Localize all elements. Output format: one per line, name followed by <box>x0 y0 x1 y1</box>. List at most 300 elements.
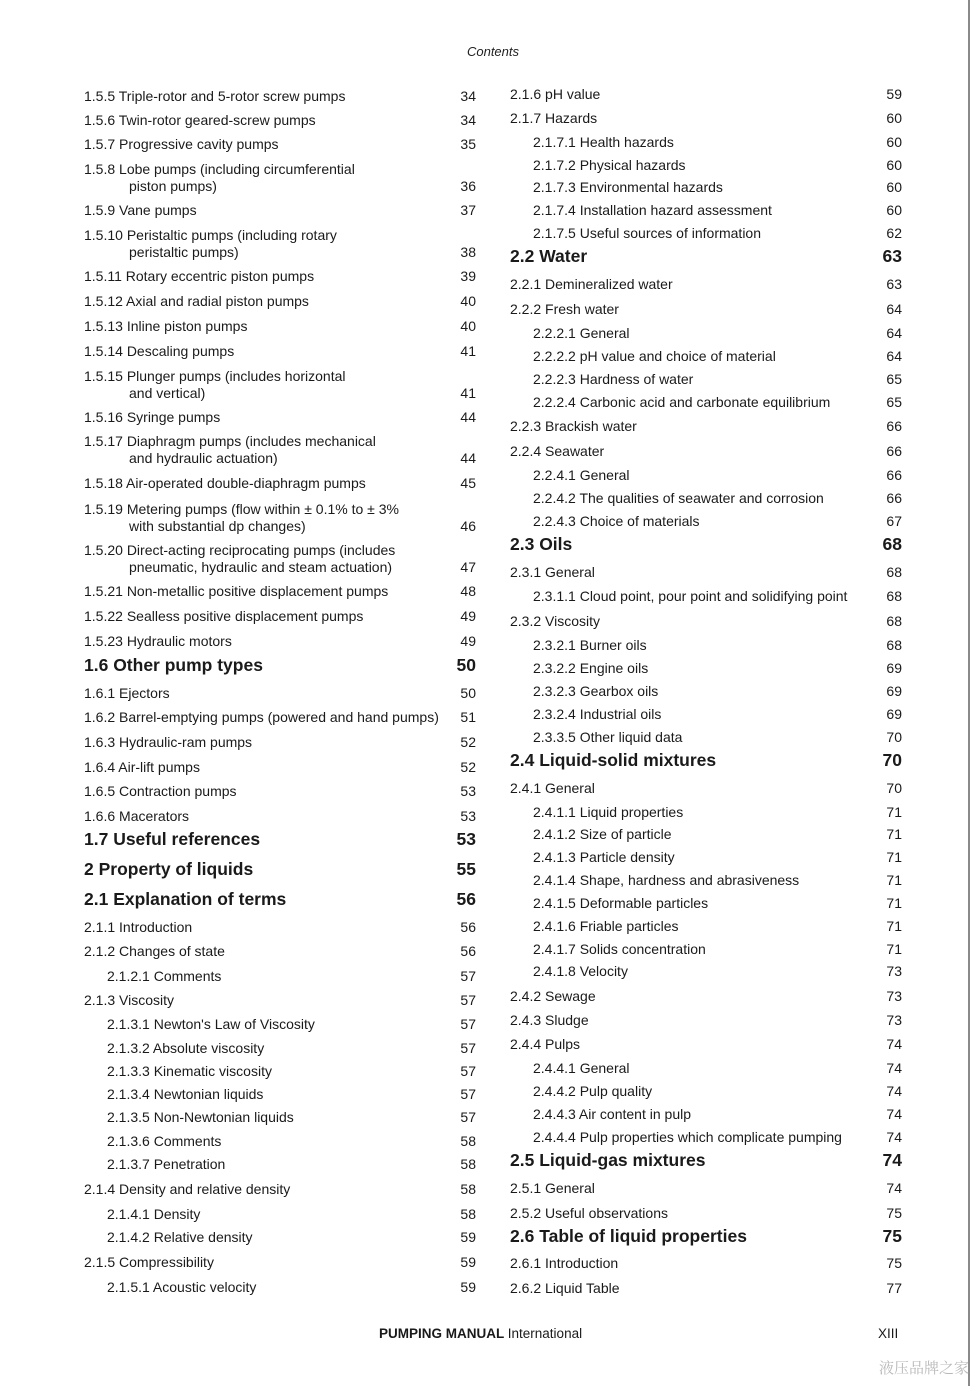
toc-entry-title: 2.1 Explanation of terms <box>84 889 287 909</box>
toc-entry-page-number: 66 <box>886 443 902 459</box>
toc-entry-title: 2.6.1 Introduction <box>510 1255 619 1271</box>
toc-entry-title: 2.3.2.4 Industrial oils <box>533 706 662 722</box>
toc-entry-page-number: 69 <box>886 683 902 699</box>
toc-entry-page-number: 53 <box>460 808 476 824</box>
toc-entry[interactable] <box>510 1280 902 1297</box>
toc-entry[interactable] <box>84 633 476 650</box>
toc-entry-page-number: 63 <box>886 276 902 292</box>
toc-entry[interactable] <box>84 501 476 534</box>
toc-entry-page-number: 70 <box>886 729 902 745</box>
toc-entry-title: 2.4.4.4 Pulp properties which complicate pumping <box>533 1129 842 1145</box>
toc-entry[interactable] <box>84 293 476 310</box>
toc-entry[interactable] <box>510 276 902 293</box>
running-head: Contents <box>466 44 520 59</box>
toc-entry[interactable] <box>84 433 476 466</box>
toc-entry-title: 2.2.2.2 pH value and choice of material <box>533 348 776 364</box>
toc-entry-title: 1.5.10 Peristaltic pumps (including rotary <box>84 227 337 243</box>
toc-entry-page-number: 39 <box>460 268 476 284</box>
toc-entry-title: 2.2.2.1 General <box>533 325 630 341</box>
toc-entry-page-number: 68 <box>886 613 902 629</box>
toc-entry[interactable] <box>84 1086 476 1103</box>
toc-entry[interactable] <box>84 1181 476 1198</box>
toc-entry[interactable] <box>510 348 902 365</box>
toc-entry[interactable] <box>510 1129 902 1146</box>
toc-entry[interactable] <box>510 1255 902 1272</box>
toc-entry-title: 1.5.18 Air-operated double-diaphragm pumps <box>84 475 366 491</box>
toc-entry-title: 2.1.7.1 Health hazards <box>533 134 674 150</box>
toc-entry-page-number: 58 <box>460 1181 476 1197</box>
toc-entry-title: 2.4.1.2 Size of particle <box>533 826 672 842</box>
toc-entry-title: 2.3.1 General <box>510 564 595 580</box>
toc-entry-page-number: 66 <box>886 490 902 506</box>
toc-entry[interactable] <box>510 1205 902 1222</box>
toc-entry-page-number: 62 <box>886 225 902 241</box>
toc-entry-page-number: 52 <box>460 759 476 775</box>
toc-entry-page-number: 34 <box>460 112 476 128</box>
toc-entry-title: 2.1.1 Introduction <box>84 919 193 935</box>
toc-entry-title: 2.2.4.1 General <box>533 467 630 483</box>
toc-entry-page-number: 74 <box>886 1180 902 1196</box>
toc-entry-page-number: 57 <box>460 968 476 984</box>
toc-entry[interactable] <box>510 1060 902 1077</box>
toc-entry[interactable] <box>510 86 902 103</box>
toc-entry-title: 1.5.23 Hydraulic motors <box>84 633 232 649</box>
toc-entry[interactable] <box>84 1063 476 1080</box>
toc-entry-title: 2.4.2 Sewage <box>510 988 596 1004</box>
toc-entry-title: 1.5.11 Rotary eccentric piston pumps <box>84 268 315 284</box>
toc-entry-page-number: 64 <box>886 325 902 341</box>
toc-entry[interactable] <box>510 683 902 700</box>
toc-entry-page-number: 68 <box>886 588 902 604</box>
toc-entry-page-number: 57 <box>460 1040 476 1056</box>
toc-entry-page-number: 68 <box>886 564 902 580</box>
toc-entry-page-number: 36 <box>460 177 476 194</box>
watermark: 液压品牌之家 <box>879 1360 970 1377</box>
toc-entry[interactable] <box>84 734 476 751</box>
toc-entry[interactable] <box>84 136 476 153</box>
toc-entry-page-number: 57 <box>460 1016 476 1032</box>
toc-entry-page-number: 68 <box>886 637 902 653</box>
toc-entry-title: 1.5.17 Diaphragm pumps (includes mechanical <box>84 433 376 449</box>
footer-book-title <box>379 1326 582 1341</box>
toc-entry-title: 2.1.4.1 Density <box>107 1206 201 1222</box>
toc-entry-title: 1.5.21 Non-metallic positive displacement pumps <box>84 583 389 599</box>
toc-entry[interactable] <box>84 1229 476 1246</box>
toc-entry[interactable] <box>510 301 902 318</box>
toc-entry[interactable] <box>510 1106 902 1123</box>
toc-entry-page-number: 71 <box>886 941 902 957</box>
toc-entry[interactable] <box>510 826 902 843</box>
toc-entry[interactable] <box>84 161 476 194</box>
toc-entry-title: 2.1.3.1 Newton's Law of Viscosity <box>107 1016 315 1032</box>
toc-entry-page-number: 70 <box>886 780 902 796</box>
toc-entry[interactable] <box>84 1156 476 1173</box>
toc-entry[interactable] <box>510 941 902 958</box>
toc-entry-title: 2.4.1.4 Shape, hardness and abrasiveness <box>533 872 800 888</box>
toc-entry-page-number: 57 <box>460 1109 476 1125</box>
toc-section-heading[interactable] <box>510 1226 902 1246</box>
toc-entry[interactable] <box>84 1109 476 1126</box>
toc-entry[interactable] <box>510 564 902 581</box>
toc-entry-title: 2.2.4 Seawater <box>510 443 605 459</box>
toc-entry[interactable] <box>84 783 476 800</box>
toc-entry[interactable] <box>510 467 902 484</box>
toc-entry-title: 2 Property of liquids <box>84 859 254 879</box>
toc-entry-title: 2.1.4.2 Relative density <box>107 1229 253 1245</box>
toc-entry-title: 2.4.1.1 Liquid properties <box>533 804 684 820</box>
toc-entry[interactable] <box>510 110 902 127</box>
toc-entry-title: 1.5.15 Plunger pumps (includes horizontal <box>84 368 346 384</box>
toc-entry[interactable] <box>510 443 902 460</box>
toc-entry[interactable] <box>84 608 476 625</box>
toc-entry-page-number: 75 <box>886 1255 902 1271</box>
toc-entry-title: 2.1.3.5 Non-Newtonian liquids <box>107 1109 294 1125</box>
toc-entry-title: 1.6.3 Hydraulic-ram pumps <box>84 734 253 750</box>
toc-entry[interactable] <box>84 968 476 985</box>
toc-entry-title: 1.5.20 Direct-acting reciprocating pumps (includes <box>84 542 396 558</box>
toc-entry[interactable] <box>510 134 902 151</box>
toc-entry[interactable] <box>510 963 902 980</box>
toc-entry-page-number: 55 <box>456 859 476 879</box>
toc-entry[interactable] <box>510 988 902 1005</box>
toc-entry-page-number: 71 <box>886 872 902 888</box>
toc-entry-title: 2.1.3.7 Penetration <box>107 1156 226 1172</box>
footer-book-title-main: PUMPING MANUAL <box>379 1326 505 1341</box>
toc-entry-page-number: 44 <box>460 449 476 466</box>
toc-entry[interactable] <box>510 1180 902 1197</box>
toc-entry-page-number: 73 <box>886 988 902 1004</box>
toc-entry-page-number: 74 <box>886 1129 902 1145</box>
toc-entry-title: 1.6.1 Ejectors <box>84 685 170 701</box>
toc-entry-title: 2.3.2.2 Engine oils <box>533 660 649 676</box>
toc-entry-title: 2.2.2 Fresh water <box>510 301 619 317</box>
toc-entry[interactable] <box>84 685 476 702</box>
toc-entry-title: 2.1.5 Compressibility <box>84 1254 214 1270</box>
toc-entry-page-number: 44 <box>460 409 476 425</box>
toc-entry-title: 2.3 Oils <box>510 534 573 554</box>
toc-entry[interactable] <box>510 225 902 242</box>
toc-entry[interactable] <box>84 343 476 360</box>
toc-entry-title: 2.3.3.5 Other liquid data <box>533 729 683 745</box>
toc-entry-title: 2.2.2.4 Carbonic acid and carbonate equilibrium <box>533 394 831 410</box>
toc-entry-page-number: 74 <box>882 1150 902 1170</box>
toc-entry[interactable] <box>510 706 902 723</box>
toc-entry-page-number: 34 <box>460 88 476 104</box>
toc-entry[interactable] <box>84 992 476 1009</box>
toc-entry[interactable] <box>510 1036 902 1053</box>
toc-entry-page-number: 75 <box>882 1226 902 1246</box>
toc-entry-page-number: 58 <box>460 1156 476 1172</box>
toc-entry-title: 2.4.1.8 Velocity <box>533 963 628 979</box>
toc-entry-page-number: 37 <box>460 202 476 218</box>
toc-entry-title: 1.5.8 Lobe pumps (including circumferential <box>84 161 355 177</box>
toc-entry-page-number: 59 <box>460 1229 476 1245</box>
toc-entry[interactable] <box>510 895 902 912</box>
toc-entry-page-number: 74 <box>886 1060 902 1076</box>
toc-section-heading[interactable] <box>84 655 476 675</box>
toc-entry-title: 2.1.5.1 Acoustic velocity <box>107 1279 257 1295</box>
toc-entry[interactable] <box>510 490 902 507</box>
toc-entry[interactable] <box>84 1133 476 1150</box>
toc-entry[interactable] <box>84 709 476 726</box>
toc-entry[interactable] <box>84 202 476 219</box>
toc-entry-page-number: 74 <box>886 1106 902 1122</box>
toc-entry-title: 2.4.4.3 Air content in pulp <box>533 1106 691 1122</box>
toc-entry-title: 2.3.1.1 Cloud point, pour point and solidifying point <box>533 588 848 604</box>
toc-entry[interactable] <box>510 729 902 746</box>
toc-entry[interactable] <box>510 780 902 797</box>
toc-entry-page-number: 57 <box>460 1086 476 1102</box>
toc-entry-title: 2.1.3.4 Newtonian liquids <box>107 1086 264 1102</box>
toc-entry-title: 2.1.2.1 Comments <box>107 968 222 984</box>
toc-entry-page-number: 71 <box>886 804 902 820</box>
toc-entry-page-number: 59 <box>886 86 902 102</box>
toc-entry-title: 2.2.2.3 Hardness of water <box>533 371 694 387</box>
toc-entry-page-number: 69 <box>886 706 902 722</box>
toc-entry-page-number: 56 <box>460 919 476 935</box>
toc-entry[interactable] <box>84 112 476 129</box>
toc-entry-page-number: 66 <box>886 418 902 434</box>
toc-entry-title: 2.2 Water <box>510 246 588 266</box>
toc-section-heading[interactable] <box>510 1150 902 1170</box>
toc-entry-page-number: 46 <box>460 517 476 534</box>
toc-entry-page-number: 52 <box>460 734 476 750</box>
toc-entry[interactable] <box>84 1016 476 1033</box>
toc-entry-title: 2.4 Liquid-solid mixtures <box>510 750 717 770</box>
toc-section-heading[interactable] <box>510 534 902 554</box>
toc-entry-page-number: 63 <box>882 246 902 266</box>
toc-entry-title: 2.3.2.3 Gearbox oils <box>533 683 659 699</box>
toc-section-heading[interactable] <box>510 750 902 770</box>
toc-entry-title: 2.4.1.3 Particle density <box>533 849 675 865</box>
toc-entry[interactable] <box>84 1254 476 1271</box>
toc-entry-title: 2.4.1.6 Friable particles <box>533 918 679 934</box>
toc-entry-title: 2.4.1.5 Deformable particles <box>533 895 709 911</box>
toc-entry[interactable] <box>510 1083 902 1100</box>
toc-entry-title: 2.1.3.6 Comments <box>107 1133 222 1149</box>
toc-entry-page-number: 40 <box>460 293 476 309</box>
toc-entry[interactable] <box>510 202 902 219</box>
toc-entry[interactable] <box>510 179 902 196</box>
toc-entry-page-number: 41 <box>460 343 476 359</box>
toc-entry-page-number: 65 <box>886 394 902 410</box>
toc-entry-title: 2.2.4.3 Choice of materials <box>533 513 700 529</box>
toc-entry[interactable] <box>510 872 902 889</box>
toc-entry-page-number: 60 <box>886 110 902 126</box>
toc-entry-title: 1.5.19 Metering pumps (flow within ± 0.1% to ± 3% <box>84 501 399 517</box>
toc-entry-page-number: 41 <box>460 384 476 401</box>
toc-entry-title: 2.3.2 Viscosity <box>510 613 601 629</box>
toc-entry-page-number: 74 <box>886 1083 902 1099</box>
toc-entry-title-continuation: peristaltic pumps) <box>129 243 239 260</box>
toc-entry-title: 2.1.7.3 Environmental hazards <box>533 179 723 195</box>
toc-entry-page-number: 77 <box>886 1280 902 1296</box>
toc-entry[interactable] <box>84 1279 476 1296</box>
toc-entry-title: 2.4.4.1 General <box>533 1060 630 1076</box>
toc-entry-title: 2.6 Table of liquid properties <box>510 1226 747 1246</box>
toc-entry[interactable] <box>84 808 476 825</box>
toc-entry-page-number: 71 <box>886 895 902 911</box>
toc-entry-page-number: 50 <box>460 685 476 701</box>
toc-entry-page-number: 59 <box>460 1254 476 1270</box>
toc-entry-title: 2.1.3.3 Kinematic viscosity <box>107 1063 272 1079</box>
toc-entry[interactable] <box>84 919 476 936</box>
toc-entry-page-number: 69 <box>886 660 902 676</box>
toc-entry[interactable] <box>510 637 902 654</box>
toc-entry-title: 1.5.6 Twin-rotor geared-screw pumps <box>84 112 316 128</box>
toc-entry[interactable] <box>84 409 476 426</box>
toc-entry-title: 2.5 Liquid-gas mixtures <box>510 1150 706 1170</box>
toc-entry[interactable] <box>84 227 476 260</box>
toc-entry-title: 2.2.1 Demineralized water <box>510 276 673 292</box>
toc-entry-page-number: 64 <box>886 348 902 364</box>
toc-entry-title: 1.5.14 Descaling pumps <box>84 343 235 359</box>
toc-entry-page-number: 60 <box>886 157 902 173</box>
toc-entry-title: 2.1.4 Density and relative density <box>84 1181 291 1197</box>
toc-entry-page-number: 67 <box>886 513 902 529</box>
toc-entry-page-number: 68 <box>882 534 902 554</box>
toc-entry-page-number: 58 <box>460 1133 476 1149</box>
toc-entry-page-number: 73 <box>886 963 902 979</box>
toc-entry-title: 2.3.2.1 Burner oils <box>533 637 647 653</box>
toc-entry-title-continuation: with substantial dp changes) <box>129 517 306 534</box>
toc-entry[interactable] <box>84 318 476 335</box>
toc-entry-page-number: 35 <box>460 136 476 152</box>
toc-entry-page-number: 70 <box>882 750 902 770</box>
toc-entry[interactable] <box>510 157 902 174</box>
toc-entry-title-continuation: and hydraulic actuation) <box>129 449 278 466</box>
toc-entry-title: 1.5.7 Progressive cavity pumps <box>84 136 279 152</box>
toc-entry-page-number: 60 <box>886 134 902 150</box>
toc-entry-title: 1.5.13 Inline piston pumps <box>84 318 248 334</box>
toc-entry-title: 2.1.2 Changes of state <box>84 943 225 959</box>
toc-entry-title: 1.5.9 Vane pumps <box>84 202 197 218</box>
toc-entry-title: 1.5.12 Axial and radial piston pumps <box>84 293 309 309</box>
toc-entry-page-number: 57 <box>460 992 476 1008</box>
toc-entry-title: 2.5.2 Useful observations <box>510 1205 668 1221</box>
toc-entry-title: 2.1.7 Hazards <box>510 110 598 126</box>
toc-entry[interactable] <box>510 849 902 866</box>
toc-entry-page-number: 48 <box>460 583 476 599</box>
toc-entry-title: 1.6.2 Barrel-emptying pumps (powered and hand pumps) <box>84 709 439 725</box>
toc-entry-page-number: 51 <box>460 709 476 725</box>
toc-entry-title: 2.6.2 Liquid Table <box>510 1280 620 1296</box>
toc-entry[interactable] <box>510 804 902 821</box>
toc-entry[interactable] <box>510 394 902 411</box>
page-edge-divider <box>968 0 970 1386</box>
toc-entry[interactable] <box>510 1012 902 1029</box>
toc-entry[interactable] <box>84 368 476 401</box>
toc-entry-title-continuation: pneumatic, hydraulic and steam actuation) <box>129 558 393 575</box>
toc-entry-page-number: 59 <box>460 1279 476 1295</box>
toc-entry-page-number: 56 <box>460 943 476 959</box>
toc-section-heading[interactable] <box>84 829 476 849</box>
toc-entry-title: 2.1.3.2 Absolute viscosity <box>107 1040 265 1056</box>
toc-entry-page-number: 71 <box>886 849 902 865</box>
toc-entry-page-number: 75 <box>886 1205 902 1221</box>
toc-entry-page-number: 47 <box>460 558 476 575</box>
toc-section-heading[interactable] <box>510 246 902 266</box>
toc-entry-title-continuation: and vertical) <box>129 384 206 401</box>
toc-entry-title: 2.2.3 Brackish water <box>510 418 637 434</box>
toc-entry-title: 2.4.1.7 Solids concentration <box>533 941 706 957</box>
toc-entry[interactable] <box>84 475 476 492</box>
toc-entry-page-number: 38 <box>460 243 476 260</box>
toc-entry[interactable] <box>510 513 902 530</box>
toc-entry[interactable] <box>510 371 902 388</box>
footer-page-number: XIII <box>878 1326 899 1341</box>
toc-entry-page-number: 57 <box>460 1063 476 1079</box>
toc-entry-page-number: 58 <box>460 1206 476 1222</box>
toc-entry[interactable] <box>510 418 902 435</box>
toc-entry[interactable] <box>84 268 476 285</box>
toc-entry[interactable] <box>510 588 902 605</box>
toc-entry[interactable] <box>84 943 476 960</box>
toc-entry-title: 2.4.4.2 Pulp quality <box>533 1083 653 1099</box>
toc-entry-page-number: 53 <box>456 829 476 849</box>
toc-entry[interactable] <box>84 583 476 600</box>
toc-entry-page-number: 64 <box>886 301 902 317</box>
toc-section-heading[interactable] <box>84 889 476 909</box>
toc-entry-page-number: 40 <box>460 318 476 334</box>
toc-section-heading[interactable] <box>84 859 476 879</box>
toc-entry-page-number: 66 <box>886 467 902 483</box>
toc-entry-page-number: 74 <box>886 1036 902 1052</box>
toc-entry-title: 2.4.3 Sludge <box>510 1012 589 1028</box>
toc-entry[interactable] <box>84 1040 476 1057</box>
toc-entry-title: 2.1.7.2 Physical hazards <box>533 157 686 173</box>
toc-entry-title: 2.5.1 General <box>510 1180 595 1196</box>
toc-entry-page-number: 56 <box>456 889 476 909</box>
toc-entry[interactable] <box>510 918 902 935</box>
toc-entry[interactable] <box>510 613 902 630</box>
footer-book-title-suffix: International <box>507 1326 583 1341</box>
toc-entry[interactable] <box>510 660 902 677</box>
toc-entry-page-number: 60 <box>886 179 902 195</box>
toc-entry-title: 1.5.22 Sealless positive displacement pumps <box>84 608 364 624</box>
toc-entry-title: 1.6 Other pump types <box>84 655 263 675</box>
toc-entry-title: 1.7 Useful references <box>84 829 261 849</box>
toc-entry-title: 1.6.4 Air-lift pumps <box>84 759 200 775</box>
toc-entry-page-number: 53 <box>460 783 476 799</box>
toc-entry[interactable] <box>510 325 902 342</box>
toc-entry-title: 2.4.4 Pulps <box>510 1036 581 1052</box>
toc-entry-page-number: 50 <box>456 655 476 675</box>
toc-entry[interactable] <box>84 759 476 776</box>
toc-entry-page-number: 71 <box>886 826 902 842</box>
toc-entry-page-number: 60 <box>886 202 902 218</box>
toc-entry[interactable] <box>84 542 476 575</box>
toc-entry-title: 2.2.4.2 The qualities of seawater and corrosion <box>533 490 824 506</box>
toc-entry-title: 1.6.5 Contraction pumps <box>84 783 237 799</box>
toc-entry[interactable] <box>84 1206 476 1223</box>
toc-entry[interactable] <box>84 88 476 105</box>
toc-entry-page-number: 49 <box>460 608 476 624</box>
toc-entry-title: 2.4.1 General <box>510 780 595 796</box>
toc-entry-title: 2.1.6 pH value <box>510 86 601 102</box>
toc-entry-page-number: 45 <box>460 475 476 491</box>
toc-entry-page-number: 49 <box>460 633 476 649</box>
toc-entry-title: 1.5.16 Syringe pumps <box>84 409 221 425</box>
toc-entry-title: 1.6.6 Macerators <box>84 808 190 824</box>
toc-entry-title: 2.1.7.4 Installation hazard assessment <box>533 202 772 218</box>
toc-entry-title-continuation: piston pumps) <box>129 177 217 194</box>
toc-entry-title: 2.1.3 Viscosity <box>84 992 175 1008</box>
toc-entry-page-number: 73 <box>886 1012 902 1028</box>
toc-entry-title: 1.5.5 Triple-rotor and 5-rotor screw pumps <box>84 88 346 104</box>
toc-entry-page-number: 71 <box>886 918 902 934</box>
toc-entry-title: 2.1.7.5 Useful sources of information <box>533 225 762 241</box>
